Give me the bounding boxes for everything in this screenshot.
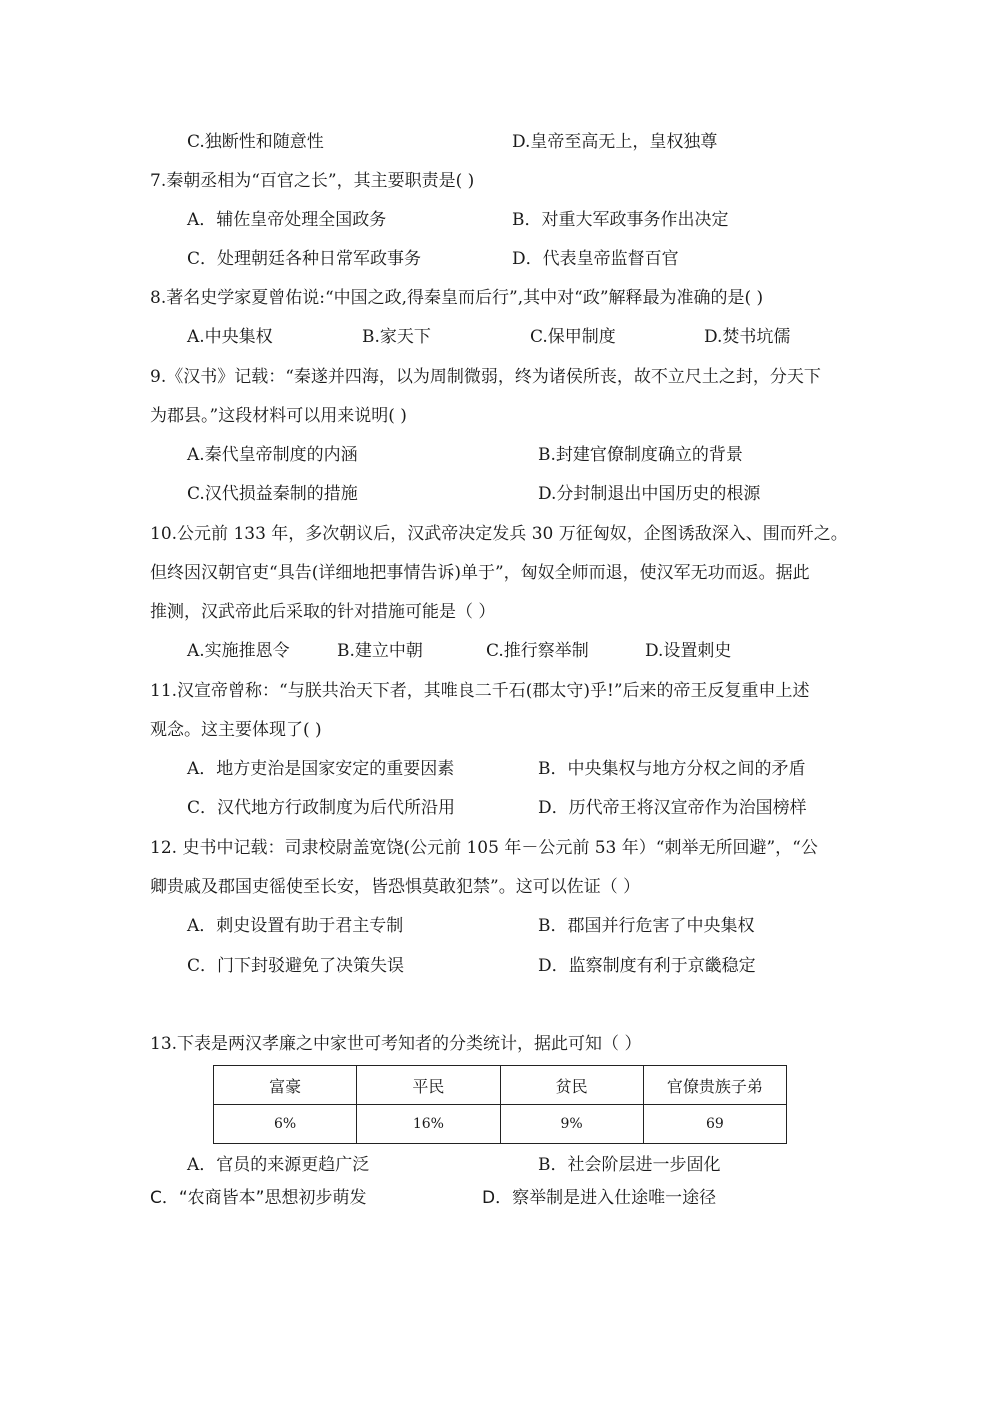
q11-stem-line-2: 观念。这主要体现了( ) [150, 720, 322, 740]
table-header-cell: 贫民 [500, 1066, 643, 1105]
q8-option-c: C.保甲制度 [530, 327, 616, 347]
table-header-row [214, 1066, 787, 1105]
q6-option-c: C.独断性和随意性 [187, 132, 324, 152]
q11-option-a: A．地方吏治是国家安定的重要因素 [187, 759, 455, 779]
q12-stem-line-2: 卿贵戚及郡国吏徭使至长安，皆恐惧莫敢犯禁”。这可以佐证（ ） [150, 877, 641, 897]
table-cell: 16% [357, 1105, 500, 1144]
q11-option-d: D．历代帝王将汉宣帝作为治国榜样 [538, 798, 807, 818]
q10-stem-line-2: 但终因汉朝官吏“具告(详细地把事情告诉)单于”，匈奴全师而退，使汉军无功而返。据此 [150, 563, 810, 583]
q12-option-a: A．刺史设置有助于君主专制 [187, 916, 404, 936]
q12-stem-line-1: 12. 史书中记载：司隶校尉盖宽饶(公元前 105 年－公元前 53 年）“刺举无所回避”，“公 [150, 838, 818, 858]
q8-option-d: D.焚书坑儒 [704, 327, 791, 347]
q11-option-b: B．中央集权与地方分权之间的矛盾 [538, 759, 806, 779]
q13-stem: 13.下表是两汉孝廉之中家世可考知者的分类统计，据此可知（ ） [150, 1034, 642, 1054]
q12-option-c: C．门下封驳避免了决策失误 [187, 956, 405, 976]
q7-option-d: D．代表皇帝监督百官 [512, 249, 679, 269]
q8-option-a: A.中央集权 [187, 327, 273, 347]
q11-option-c: C．汉代地方行政制度为后代所沿用 [187, 798, 456, 818]
q12-option-b: B．郡国并行危害了中央集权 [538, 916, 755, 936]
table-header-cell: 官僚贵族子弟 [643, 1066, 786, 1105]
q13-option-c: C．“农商皆本”思想初步萌发 [150, 1188, 367, 1208]
q9-stem-line-2: 为郡县。”这段材料可以用来说明( ) [150, 406, 407, 426]
q13-option-a: A．官员的来源更趋广泛 [187, 1155, 370, 1175]
q13-statistics-table [213, 1065, 787, 1144]
q10-option-b: B.建立中朝 [337, 641, 423, 661]
q10-option-c: C.推行察举制 [486, 641, 589, 661]
table-row [214, 1105, 787, 1144]
q13-option-b: B．社会阶层进一步固化 [538, 1155, 721, 1175]
q8-stem: 8.著名史学家夏曾佑说:“中国之政,得秦皇而后行”,其中对“政”解释最为准确的是( ) [150, 288, 764, 308]
table-cell: 9% [500, 1105, 643, 1144]
q10-option-a: A.实施推恩令 [187, 641, 290, 661]
q9-option-b: B.封建官僚制度确立的背景 [538, 445, 743, 465]
q9-stem-line-1: 9.《汉书》记载：“秦遂并四海，以为周制微弱，终为诸侯所丧，故不立尺土之封，分天下 [150, 367, 821, 387]
q7-option-c: C．处理朝廷各种日常军政事务 [187, 249, 422, 269]
table-cell: 6% [214, 1105, 357, 1144]
q13-option-d: D．察举制是进入仕途唯一途径 [482, 1188, 717, 1208]
q10-stem-line-3: 推测，汉武帝此后采取的针对措施可能是（ ） [150, 602, 496, 622]
q9-option-a: A.秦代皇帝制度的内涵 [187, 445, 358, 465]
table-cell: 69 [643, 1105, 786, 1144]
q9-option-d: D.分封制退出中国历史的根源 [538, 484, 761, 504]
q6-option-d: D.皇帝至高无上，皇权独尊 [512, 132, 718, 152]
q10-stem-line-1: 10.公元前 133 年，多次朝议后，汉武帝决定发兵 30 万征匈奴，企图诱敌深入、围而歼之。 [150, 524, 848, 544]
q12-option-d: D．监察制度有利于京畿稳定 [538, 956, 756, 976]
q8-option-b: B.家天下 [362, 327, 431, 347]
table-header-cell: 富豪 [214, 1066, 357, 1105]
q7-option-b: B．对重大军政事务作出决定 [512, 210, 729, 230]
table-header-cell: 平民 [357, 1066, 500, 1105]
q11-stem-line-1: 11.汉宣帝曾称：“与朕共治天下者，其唯良二千石(郡太守)乎!”后来的帝王反复重申上述 [150, 681, 810, 701]
q7-option-a: A．辅佐皇帝处理全国政务 [187, 210, 387, 230]
q10-option-d: D.设置刺史 [645, 641, 732, 661]
q7-stem: 7.秦朝丞相为“百官之长”，其主要职责是( ) [150, 171, 475, 191]
q9-option-c: C.汉代损益秦制的措施 [187, 484, 358, 504]
